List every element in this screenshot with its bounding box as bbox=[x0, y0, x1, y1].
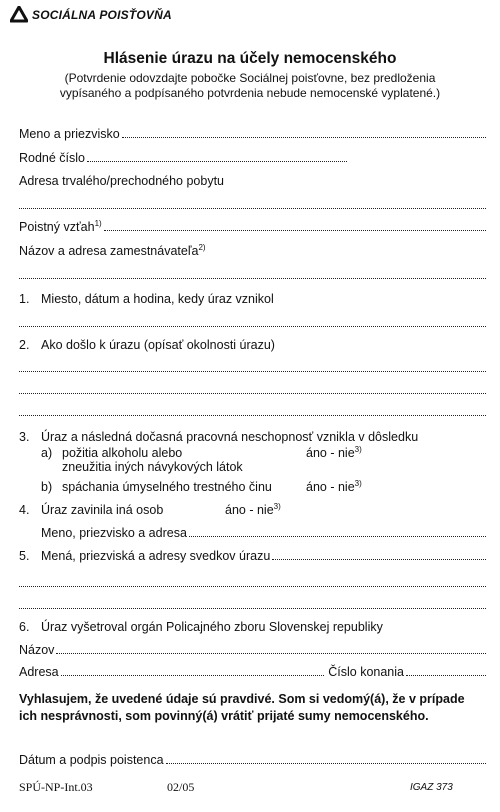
section-5-field[interactable] bbox=[19, 549, 486, 563]
section-5-input-line-3[interactable] bbox=[19, 608, 486, 609]
section-1-input-line[interactable] bbox=[19, 326, 486, 327]
declaration-line1: Vyhlasujem, že uvedené údaje sú pravdivé. Som si vedomý(á), že v prípade bbox=[19, 692, 465, 706]
form-code: SPÚ-NP-Int.03 bbox=[19, 780, 93, 794]
section-3-heading: 3. Úraz a následná dočasná pracovná neschopnosť vznikla v dôsledku bbox=[19, 430, 419, 444]
social-insurance-logo-icon bbox=[10, 6, 28, 23]
name-field[interactable] bbox=[19, 127, 486, 141]
statistics-code: IGAZ 373 bbox=[410, 782, 453, 793]
insurance-relation-input-line[interactable] bbox=[104, 221, 486, 231]
section-2-input-line-3[interactable] bbox=[19, 415, 486, 416]
section-4-yes-no[interactable]: áno - nie$^{3)}$ bbox=[225, 501, 281, 517]
form-subtitle-line1: (Potvrdenie odovzdajte pobočke Sociálnej poisťovne, bez predloženia bbox=[64, 71, 436, 85]
section-4-heading: 4. Úraz zavinila iná osob bbox=[19, 503, 164, 517]
birth-number-label: Rodné číslo bbox=[19, 151, 86, 165]
section-2-input-line-1[interactable] bbox=[19, 371, 486, 372]
signature-field[interactable] bbox=[19, 753, 486, 767]
section-5-input-line-1[interactable] bbox=[272, 550, 486, 560]
section-3a-yes-no[interactable]: áno - nie$^{3)}$ bbox=[306, 444, 362, 460]
name-label: Meno a priezvisko bbox=[19, 127, 120, 141]
address-label: Adresa trvalého/prechodného pobytu bbox=[19, 174, 225, 188]
section-6-heading: 6. Úraz vyšetroval orgán Policajného zboru Slovenskej republiky bbox=[19, 620, 383, 634]
police-address-input-line[interactable] bbox=[61, 666, 325, 676]
case-number-input-line[interactable] bbox=[406, 666, 486, 676]
declaration-line2: ich nesprávnosti, som povinný(á) vrátiť prijaté sumy nemocenského. bbox=[19, 709, 429, 723]
section-5-input-line-2[interactable] bbox=[19, 586, 486, 587]
form-version: 02/05 bbox=[167, 780, 195, 794]
signature-input-line[interactable] bbox=[166, 754, 486, 764]
section-3a-label: a) bbox=[41, 446, 53, 460]
birth-number-input-line[interactable] bbox=[87, 152, 347, 162]
police-authority-label: Názov bbox=[19, 643, 55, 657]
insurance-relation-label: Poistný vzťah$^{1)}$ bbox=[19, 218, 102, 234]
section-3b-yes-no[interactable]: áno - nie$^{3)}$ bbox=[306, 478, 362, 494]
logo bbox=[10, 6, 172, 23]
section-3a-text-line2: zneužitia iných návykových látok bbox=[62, 460, 243, 474]
section-2-heading: 2. Ako došlo k úrazu (opísať okolnosti úrazu) bbox=[19, 338, 275, 352]
section-2-input-line-2[interactable] bbox=[19, 393, 486, 394]
section-5-heading: 5. Mená, priezviská a adresy svedkov úrazu bbox=[19, 549, 271, 563]
case-number-label: Číslo konania bbox=[328, 665, 404, 679]
section-3b-label: b) bbox=[41, 480, 53, 494]
form-subtitle-line2: vypísaného a podpísaného potvrdenia nebude nemocenské vyplatené.) bbox=[59, 86, 441, 100]
address-input-line[interactable] bbox=[19, 208, 486, 209]
birth-number-field[interactable] bbox=[19, 151, 347, 165]
logo-text: SOCIÁLNA POISŤOVŇA bbox=[32, 7, 172, 22]
employer-input-line[interactable] bbox=[19, 278, 486, 279]
form-title: Hlásenie úrazu na účely nemocenského bbox=[103, 50, 397, 67]
section-4-person-label: Meno, priezvisko a adresa bbox=[41, 526, 187, 540]
police-address-label: Adresa bbox=[19, 665, 59, 679]
section-4-person-field[interactable] bbox=[41, 526, 486, 540]
signature-label: Dátum a podpis poistenca bbox=[19, 753, 164, 767]
police-authority-input-line[interactable] bbox=[56, 644, 486, 654]
section-3b-text: spáchania úmyselného trestného činu bbox=[62, 480, 272, 494]
police-address-field[interactable] bbox=[19, 665, 486, 679]
employer-label: Názov a adresa zamestnávateľa$^{2)}$ bbox=[19, 242, 206, 258]
police-authority-field[interactable] bbox=[19, 643, 486, 657]
section-1-heading: 1. Miesto, dátum a hodina, kedy úraz vznikol bbox=[19, 292, 274, 306]
section-3a-text-line1: požitia alkoholu alebo bbox=[62, 446, 183, 460]
name-input-line[interactable] bbox=[122, 128, 486, 138]
insurance-relation-field[interactable] bbox=[19, 220, 486, 234]
section-4-person-input-line[interactable] bbox=[189, 527, 486, 537]
